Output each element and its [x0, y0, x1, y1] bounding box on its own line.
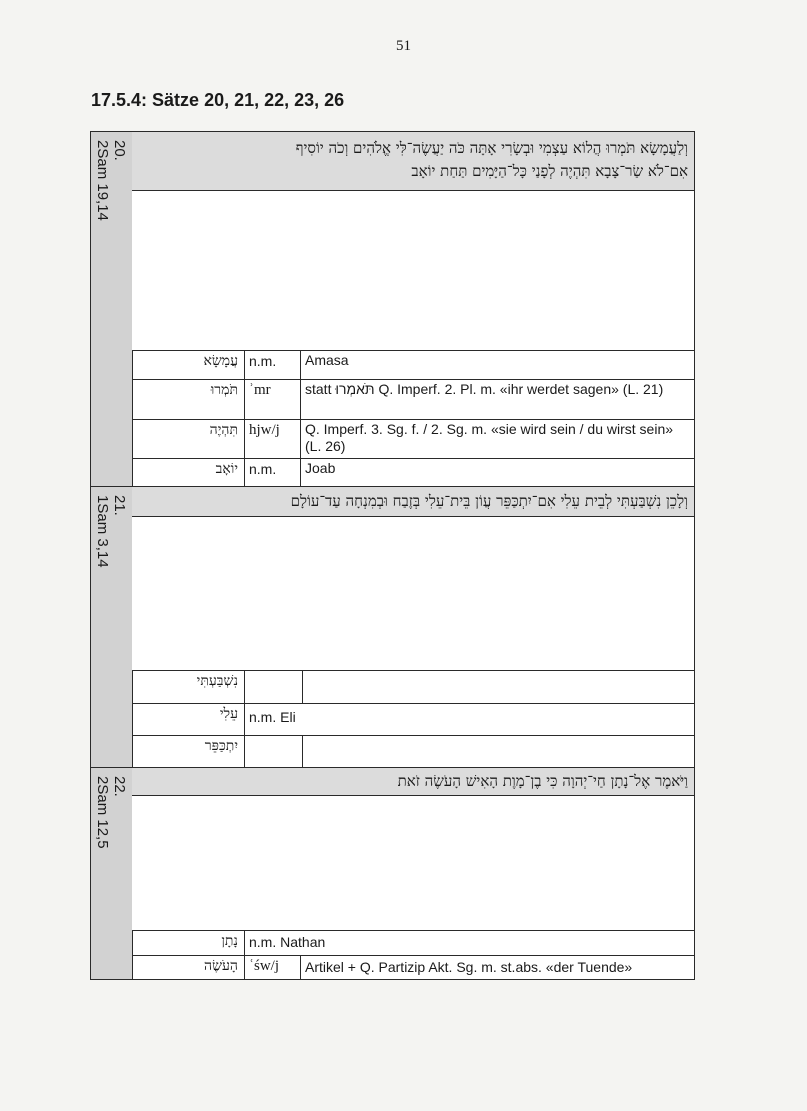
sentence-block-21 — [90, 486, 695, 768]
vocab-gloss: Amasa — [305, 352, 349, 368]
vocab-root: ʾmr — [245, 380, 301, 419]
hebrew-verse-line: וְלַעֲמָשָׂא תֹּמְרוּ הֲלוֹא עַצְמִי וּבְשָׂרִי אָתָּה כֹּה יַעֲשֶׂה־לִּי אֱלֹהִים וְכֹה יוֹסִיף — [295, 139, 688, 157]
vocab-word: נִשְׁבַּעְתִּי — [132, 671, 245, 703]
reference-passage: 2Sam 12,5 — [94, 776, 111, 849]
vocab-word: נָתָן — [132, 931, 245, 955]
vocab-root: n.m. — [245, 459, 301, 486]
vocab-row — [132, 458, 694, 486]
hebrew-verse — [132, 768, 694, 796]
reference-number: 22. — [111, 776, 128, 797]
vocab-root: n.m. — [245, 351, 301, 379]
vocab-root: ʿśw/j — [245, 956, 301, 979]
hebrew-verse-line: אִם־לֹא שַׂר־צָבָא תִּהְיֶה לְפָנַי כָּל־הַיָּמִים תַּחַת יוֹאָב — [411, 162, 688, 180]
vocab-row — [132, 703, 694, 735]
hebrew-verse — [132, 132, 694, 191]
translation-area[interactable] — [132, 796, 694, 930]
sentence-block-22 — [90, 767, 695, 980]
translation-area[interactable] — [132, 517, 694, 670]
vocab-root[interactable] — [245, 671, 303, 703]
vocab-row — [132, 955, 694, 979]
reference-number: 20. — [111, 140, 128, 161]
vocab-root: hjw/j — [245, 420, 301, 458]
vocab-root[interactable] — [245, 736, 303, 767]
vocab-word: יִתְכַּפֵּר — [132, 736, 245, 767]
vocab-row — [132, 419, 694, 458]
vocab-word: עֵלִי — [132, 704, 245, 735]
reference-sidebar — [91, 132, 133, 486]
vocab-gloss[interactable] — [303, 671, 694, 703]
vocab-gloss: n.m. Eli — [249, 709, 296, 725]
section-heading: 17.5.4: Sätze 20, 21, 22, 23, 26 — [91, 90, 345, 110]
reference-sidebar — [91, 487, 133, 767]
vocab-row — [132, 350, 694, 379]
reference-sidebar — [91, 768, 133, 979]
vocab-gloss: statt תֹּאמְרוּ Q. Imperf. 2. Pl. m. «ihr werdet sagen» (L. 21) — [305, 381, 664, 397]
vocab-word: עֲמָשָׂא — [132, 351, 245, 379]
vocab-row — [132, 735, 694, 767]
vocab-word: תֹּמְרוּ — [132, 380, 245, 419]
page-number: 51 — [396, 38, 411, 54]
vocab-gloss: Joab — [305, 460, 336, 476]
hebrew-verse — [132, 487, 694, 517]
hebrew-verse-line: וְלָכֵן נִשְׁבַּעְתִּי לְבֵית עֵלִי אִם־יִתְכַּפֵּר עֲוֹן בֵּית־עֵלִי בְּזֶבַח וּבְמִנְחָה עַד־עוֹלָם — [290, 492, 688, 510]
reference-passage: 2Sam 19,14 — [94, 140, 111, 221]
vocab-row — [132, 930, 694, 955]
vocab-row — [132, 670, 694, 703]
vocab-gloss: Q. Imperf. 3. Sg. f. / 2. Sg. m. «sie wird sein / du wirst sein» (L. 26) — [305, 421, 674, 454]
translation-area[interactable] — [132, 191, 694, 350]
vocab-gloss: Artikel + Q. Partizip Akt. Sg. m. st.abs. «der Tuende» — [305, 959, 633, 975]
hebrew-verse-line: וַיֹּאמֶר אֶל־נָתָן חַי־יְהוָה כִּי בֶן־מָוֶת הָאִישׁ הָעֹשֶׂה זֹאת — [397, 772, 688, 790]
reference-number: 21. — [111, 495, 128, 516]
sentence-block-20 — [90, 131, 695, 487]
vocab-gloss[interactable] — [303, 736, 694, 767]
vocab-word: תִּהְיֶה — [132, 420, 245, 458]
vocab-gloss: n.m. Nathan — [249, 934, 326, 950]
reference-passage: 1Sam 3,14 — [94, 495, 111, 568]
vocab-row — [132, 379, 694, 419]
vocab-word: יוֹאָב — [132, 459, 245, 486]
vocab-word: הָעֹשֶׂה — [132, 956, 245, 979]
